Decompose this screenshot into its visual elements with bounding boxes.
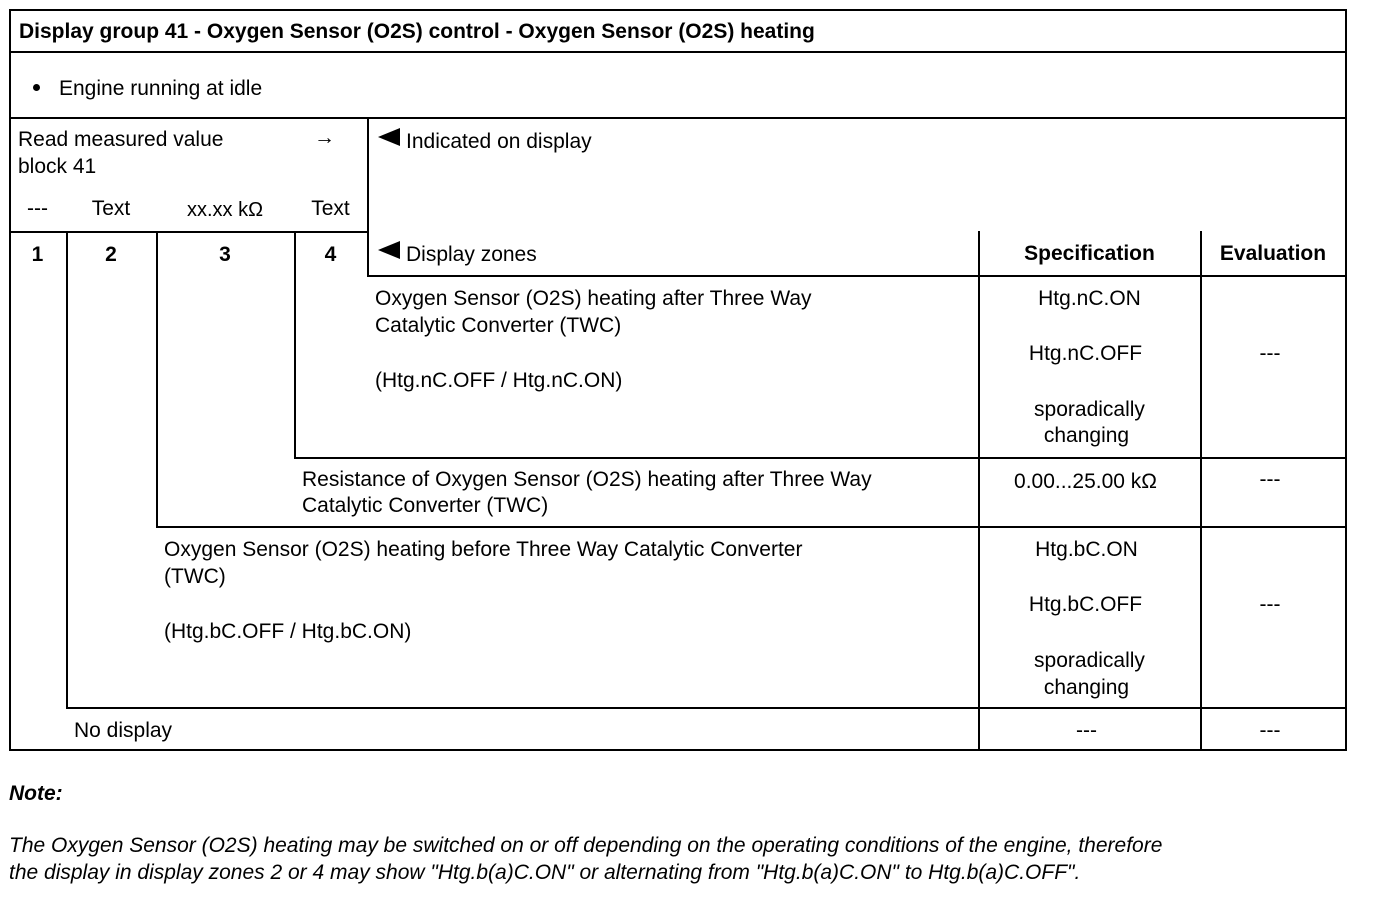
row2-spec-1: 0.00...25.00 kΩ <box>1014 470 1157 493</box>
zone-number-2: 2 <box>105 243 117 266</box>
zone-number-1: 1 <box>31 243 44 266</box>
indicated-label: Indicated on display <box>406 130 592 153</box>
row1-desc-line2: Catalytic Converter (TWC) <box>375 314 622 337</box>
row4-spec-1: --- <box>1076 719 1097 742</box>
row3-evaluation: --- <box>1259 593 1281 616</box>
evaluation-header: Evaluation <box>1219 242 1327 265</box>
field-4-format: Text <box>311 197 350 220</box>
row3-desc-line1: Oxygen Sensor (O2S) heating before Three Way Catalytic Converter <box>164 538 803 561</box>
note-line1: The Oxygen Sensor (O2S) heating may be switched on or off depending on the operating conditions of the engine, therefore <box>9 834 1163 857</box>
row4-desc-line1: No display <box>74 719 173 742</box>
field-2-format: Text <box>91 197 131 220</box>
row1-evaluation: --- <box>1259 342 1281 365</box>
field-3-format: xx.xx kΩ <box>186 199 264 221</box>
row3-spec-1: Htg.bC.ON <box>1035 538 1138 561</box>
note-line2: the display in display zones 2 or 4 may show "Htg.b(a)C.ON" or alternating from "Htg.b(a)C.ON" to Htg.b(a)C.OFF". <box>9 861 1081 884</box>
row2-evaluation: --- <box>1259 468 1281 491</box>
row3-spec-4: changing <box>1043 676 1130 699</box>
field-1-format: --- <box>27 197 48 220</box>
read-block-line2: block 41 <box>18 155 97 178</box>
row4-evaluation: --- <box>1259 719 1281 742</box>
zone-number-3: 3 <box>219 243 231 266</box>
row1-spec-3: sporadically <box>1034 398 1145 421</box>
bullet-icon <box>33 84 40 91</box>
display-zones-label: Display zones <box>406 243 537 266</box>
arrow-right-icon: → <box>314 126 335 149</box>
condition-text: Engine running at idle <box>59 77 263 100</box>
row1-spec-4: changing <box>1043 424 1130 447</box>
row1-spec-2: Htg.nC.OFF <box>1028 342 1143 365</box>
table-title: Display group 41 - Oxygen Sensor (O2S) control - Oxygen Sensor (O2S) heating <box>19 20 815 43</box>
pointer-left-icon <box>378 128 400 146</box>
pointer-left-icon <box>378 241 400 259</box>
row2-desc-line2: Catalytic Converter (TWC) <box>302 494 549 517</box>
row3-desc-line3: (Htg.bC.OFF / Htg.bC.ON) <box>164 620 412 643</box>
row2-desc-line1: Resistance of Oxygen Sensor (O2S) heating after Three Way <box>302 468 872 491</box>
specification-header: Specification <box>1024 242 1155 265</box>
zone-number-4: 4 <box>324 243 337 266</box>
row1-spec-1: Htg.nC.ON <box>1038 287 1141 310</box>
row1-desc-line1: Oxygen Sensor (O2S) heating after Three Way <box>375 287 812 310</box>
row3-spec-3: sporadically <box>1034 649 1145 672</box>
row1-desc-line3: (Htg.nC.OFF / Htg.nC.ON) <box>375 369 623 392</box>
row3-spec-2: Htg.bC.OFF <box>1028 593 1143 616</box>
read-block-line1: Read measured value <box>18 128 224 151</box>
note-heading: Note: <box>9 782 63 805</box>
row3-desc-line2: (TWC) <box>164 565 226 588</box>
